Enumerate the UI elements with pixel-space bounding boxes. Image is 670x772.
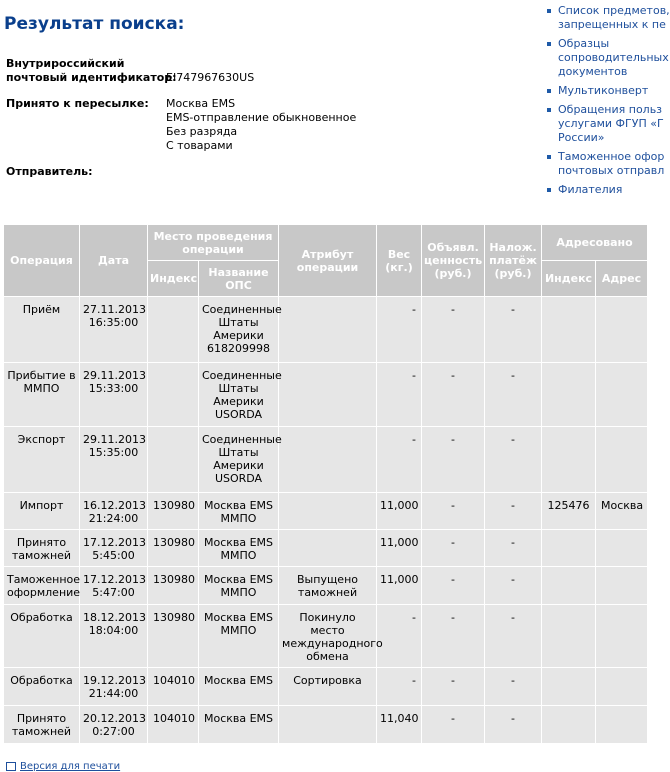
cell-date [80, 567, 148, 605]
sidebar-link-line: Мультиконверт [558, 84, 649, 97]
cell-weight: 11,000 [377, 567, 422, 605]
cell-index [148, 297, 199, 363]
header-attribute: Атрибут операции [279, 225, 377, 297]
accepted-line: EMS-отправление обыкновенное [166, 111, 357, 124]
cell-place: Москва EMS ММПО [199, 493, 279, 530]
cell-weight: - [377, 605, 422, 668]
cell-date [80, 427, 148, 493]
cell-cod: - [485, 706, 542, 744]
cell-date [80, 605, 148, 668]
cell-date-value: 29.11.2013 [83, 369, 146, 382]
header-operation: Операция [4, 225, 80, 297]
cell-date [80, 297, 148, 363]
sidebar-link-line: документов [558, 65, 628, 78]
cell-attribute [279, 427, 377, 493]
cell-attribute [279, 706, 377, 744]
sidebar-link-line: России» [558, 131, 605, 144]
cell-addr-index [542, 668, 596, 706]
sidebar-link-line: Филателия [558, 183, 623, 196]
header-index: Индекс [148, 261, 199, 297]
cell-cod: - [485, 668, 542, 706]
cell-index: 104010 [148, 706, 199, 744]
sidebar-link[interactable] [558, 37, 669, 78]
cell-date [80, 363, 148, 427]
cell-place: Москва EMS ММПО [199, 567, 279, 605]
cell-date-value: 18.12.2013 [83, 611, 146, 624]
cell-operation: Экспорт [4, 427, 80, 493]
cell-cod: - [485, 493, 542, 530]
cell-addr-address [596, 567, 648, 605]
cell-operation: Обработка [4, 605, 80, 668]
cell-declared-value: - [422, 668, 485, 706]
cell-addr-index [542, 363, 596, 427]
cell-index: 130980 [148, 567, 199, 605]
accepted-line: С товарами [166, 139, 233, 152]
sender-label: Отправитель: [6, 165, 93, 178]
cell-weight: - [377, 668, 422, 706]
sidebar-link[interactable] [558, 4, 670, 31]
cell-operation: Таможенное оформление [4, 567, 80, 605]
cell-declared-value: - [422, 605, 485, 668]
table-row [4, 605, 648, 668]
cell-addr-address [596, 297, 648, 363]
header-cod: Налож. платёж (руб.) [485, 225, 542, 297]
bullet-icon [547, 155, 551, 159]
cell-date [80, 668, 148, 706]
cell-attribute [279, 297, 377, 363]
postal-id-label-line1: Внутрироссийский [6, 57, 125, 70]
cell-cod: - [485, 363, 542, 427]
table-row [4, 668, 648, 706]
cell-time-value: 15:35:00 [88, 446, 139, 459]
cell-time-value: 21:24:00 [88, 512, 139, 525]
cell-operation: Импорт [4, 493, 80, 530]
cell-declared-value: - [422, 530, 485, 567]
cell-cod: - [485, 297, 542, 363]
cell-addr-index [542, 567, 596, 605]
cell-place: Москва EMS [199, 668, 279, 706]
cell-addr-address [596, 530, 648, 567]
cell-addr-address [596, 706, 648, 744]
cell-place: Москва EMS ММПО [199, 530, 279, 567]
postal-id-label-line2: почтовый идентификатор: [6, 71, 177, 84]
table-row [4, 567, 648, 605]
page-title: Результат поиска: [4, 14, 185, 34]
table-row [4, 706, 648, 744]
cell-operation: Принято таможней [4, 706, 80, 744]
sidebar-link-item[interactable] [546, 103, 664, 145]
cell-addr-address [596, 427, 648, 493]
cell-operation: Принято таможней [4, 530, 80, 567]
table-row [4, 363, 648, 427]
sidebar-link-line: Образцы [558, 37, 610, 50]
cell-weight: - [377, 297, 422, 363]
cell-cod: - [485, 605, 542, 668]
sidebar-link-line: запрещенных к пе [558, 18, 666, 31]
sidebar-link-item[interactable] [546, 4, 670, 32]
cell-declared-value: - [422, 567, 485, 605]
printer-icon [6, 762, 16, 771]
accepted-line: Без разряда [166, 125, 238, 138]
cell-index [148, 427, 199, 493]
header-date: Дата [80, 225, 148, 297]
header-ops-name: Название ОПС [199, 261, 279, 297]
cell-date [80, 493, 148, 530]
sidebar-link-line: Таможенное офор [558, 150, 665, 163]
cell-date-value: 20.12.2013 [83, 712, 146, 725]
bullet-icon [547, 9, 551, 13]
cell-date-value: 19.12.2013 [83, 674, 146, 687]
cell-place: Москва EMS ММПО [199, 605, 279, 668]
cell-weight: 11,000 [377, 530, 422, 567]
cell-time-value: 5:45:00 [92, 549, 135, 562]
cell-addr-address: Москва [596, 493, 648, 530]
cell-weight: 11,000 [377, 493, 422, 530]
cell-addr-index [542, 605, 596, 668]
cell-place: Соединенные Штаты Америки USORDA [199, 427, 279, 493]
header-weight: Вес (кг.) [377, 225, 422, 297]
print-version-link[interactable]: Версия для печати [6, 761, 120, 772]
cell-date-value: 17.12.2013 [83, 573, 146, 586]
cell-addr-index [542, 297, 596, 363]
sidebar-link-line: Обращения польз [558, 103, 663, 116]
cell-time-value: 21:44:00 [88, 687, 139, 700]
cell-attribute [279, 530, 377, 567]
cell-cod: - [485, 530, 542, 567]
cell-operation: Прибытие в ММПО [4, 363, 80, 427]
postal-id-value: EI747967630US [166, 71, 255, 84]
table-row [4, 297, 648, 363]
sidebar-link[interactable] [558, 103, 664, 144]
table-row [4, 493, 648, 530]
cell-date-value: 27.11.2013 [83, 303, 146, 316]
cell-addr-index: 125476 [542, 493, 596, 530]
cell-cod: - [485, 427, 542, 493]
bullet-icon [547, 108, 551, 112]
tracking-table [3, 224, 648, 744]
cell-index: 130980 [148, 493, 199, 530]
cell-addr-index [542, 530, 596, 567]
sidebar-link-item[interactable] [546, 183, 654, 197]
cell-addr-address [596, 668, 648, 706]
sidebar-link-line: почтовых отправл [558, 164, 665, 177]
cell-time-value: 16:35:00 [88, 316, 139, 329]
sidebar-links [546, 4, 670, 197]
sidebar-link-line: Список предметов, [558, 4, 670, 17]
cell-operation: Приём [4, 297, 80, 363]
header-addressed: Адресовано [542, 225, 648, 261]
cell-attribute: Выпущено таможней [279, 567, 377, 605]
cell-attribute [279, 493, 377, 530]
header-declared-value: Объявл. ценность (руб.) [422, 225, 485, 297]
cell-place: Соединенные Штаты Америки USORDA [199, 363, 279, 427]
cell-addr-index [542, 427, 596, 493]
cell-date-value: 16.12.2013 [83, 499, 146, 512]
cell-time-value: 15:33:00 [88, 382, 139, 395]
sidebar-link-item[interactable] [546, 84, 654, 98]
cell-attribute [279, 363, 377, 427]
cell-index [148, 363, 199, 427]
cell-place: Соединенные Штаты Америки 618209998 [199, 297, 279, 363]
header-place: Место проведения операции [148, 225, 279, 261]
cell-index: 104010 [148, 668, 199, 706]
accepted-details [166, 97, 356, 153]
bullet-icon [547, 42, 551, 46]
cell-weight: - [377, 427, 422, 493]
accepted-line: Москва EMS [166, 97, 236, 110]
cell-date [80, 530, 148, 567]
header-addr-address: Адрес [596, 261, 648, 297]
cell-weight: - [377, 363, 422, 427]
sidebar [546, 4, 670, 202]
cell-cod: - [485, 567, 542, 605]
table-row [4, 427, 648, 493]
bullet-icon [547, 89, 551, 93]
cell-addr-address [596, 605, 648, 668]
sidebar-link-line: услугами ФГУП «Г [558, 117, 664, 130]
sidebar-link[interactable] [558, 150, 664, 177]
cell-index: 130980 [148, 530, 199, 567]
cell-addr-address [596, 363, 648, 427]
sidebar-link-item[interactable] [546, 150, 665, 178]
cell-index: 130980 [148, 605, 199, 668]
cell-time-value: 18:04:00 [88, 624, 139, 637]
cell-declared-value: - [422, 493, 485, 530]
bullet-icon [547, 188, 551, 192]
cell-attribute: Сортировка [279, 668, 377, 706]
cell-declared-value: - [422, 297, 485, 363]
cell-time-value: 0:27:00 [92, 725, 135, 738]
cell-date-value: 17.12.2013 [83, 536, 146, 549]
cell-place: Москва EMS [199, 706, 279, 744]
table-row [4, 530, 648, 567]
cell-addr-index [542, 706, 596, 744]
sidebar-link-line: сопроводительных [558, 51, 669, 64]
cell-time-value: 5:47:00 [92, 586, 135, 599]
sidebar-link[interactable] [558, 84, 648, 97]
sidebar-link[interactable] [558, 183, 622, 196]
sidebar-link-item[interactable] [546, 37, 669, 79]
cell-attribute: Покинуло место международного обмена [279, 605, 377, 668]
cell-declared-value: - [422, 706, 485, 744]
cell-declared-value: - [422, 427, 485, 493]
cell-date-value: 29.11.2013 [83, 433, 146, 446]
postal-id-label [6, 57, 177, 85]
header-addr-index: Индекс [542, 261, 596, 297]
cell-declared-value: - [422, 363, 485, 427]
cell-weight: 11,040 [377, 706, 422, 744]
cell-date [80, 706, 148, 744]
cell-operation: Обработка [4, 668, 80, 706]
accepted-label: Принято к пересылке: [6, 97, 149, 110]
